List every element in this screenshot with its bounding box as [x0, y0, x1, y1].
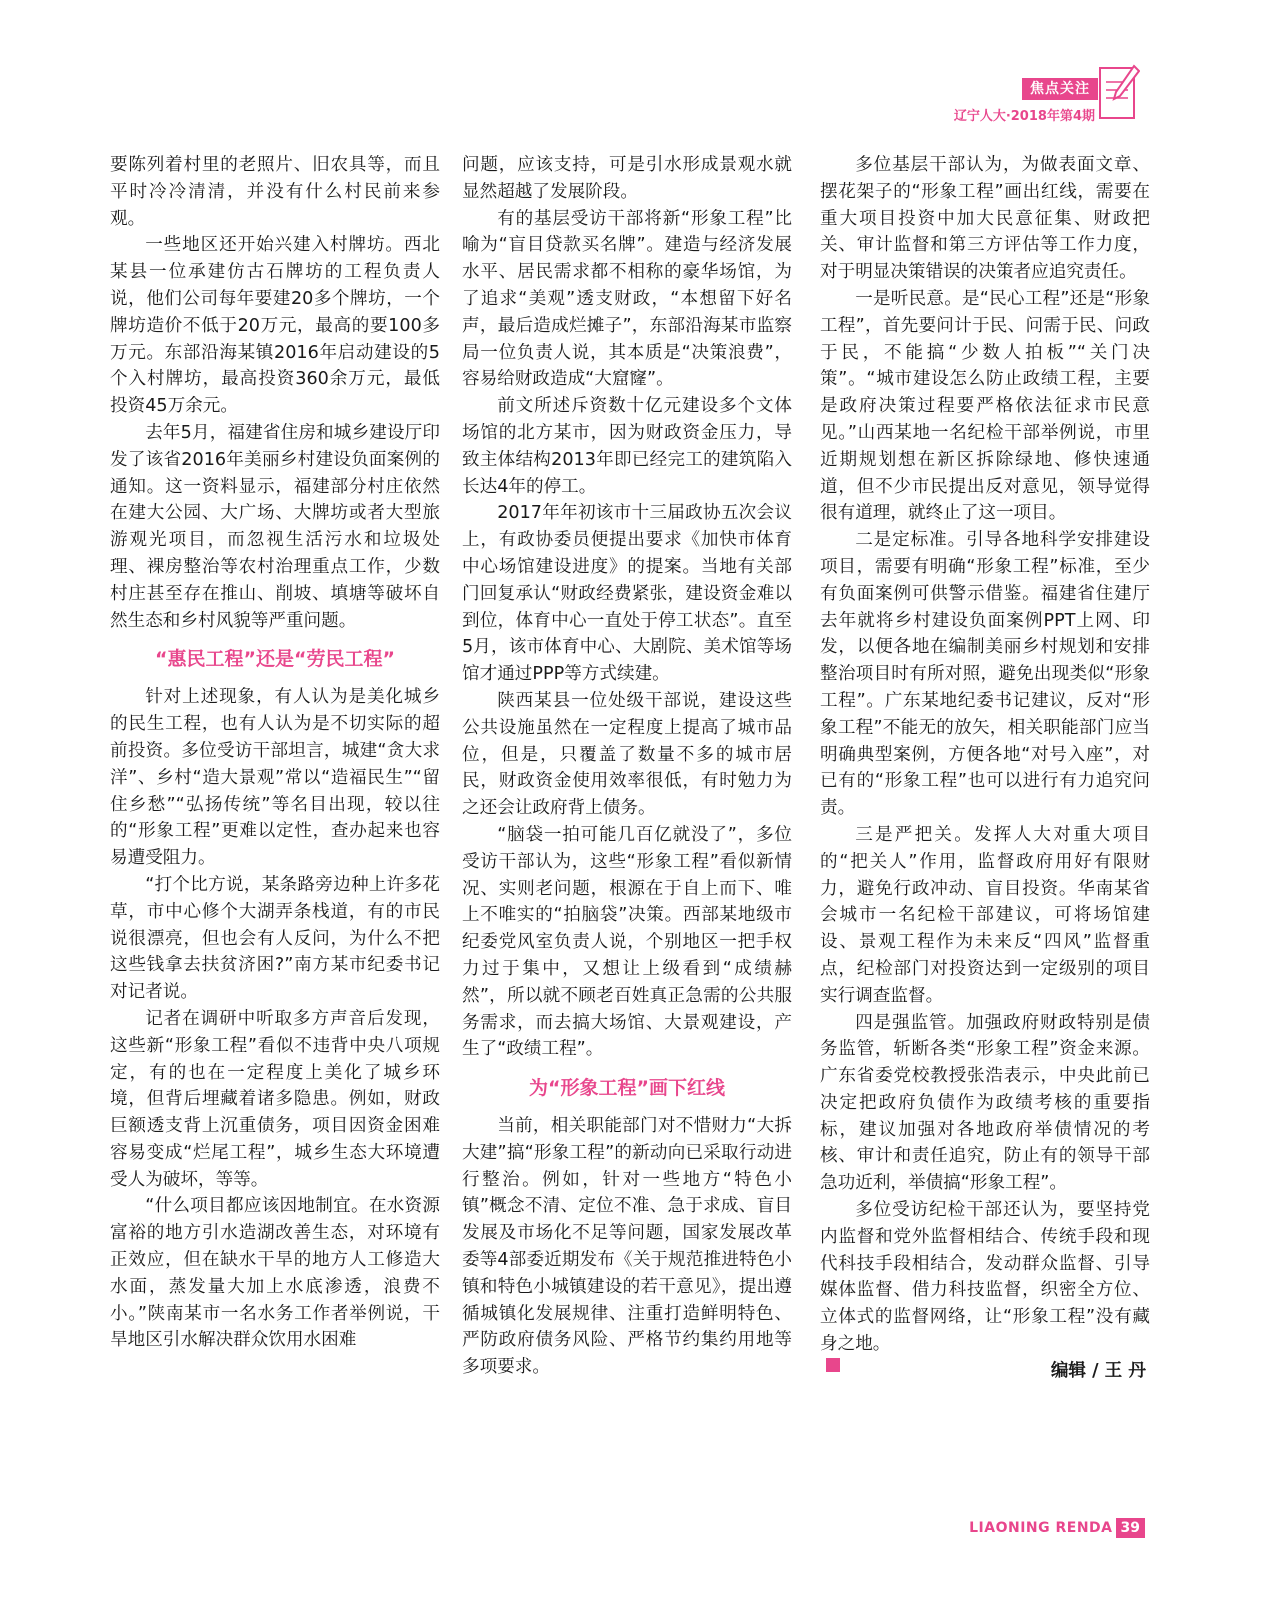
article-column-2 — [462, 152, 792, 1381]
paragraph: 2017年年初该市十三届政协五次会议上，有政协委员便提出要求《加快市体育中心场馆建设进度》的提案。当地有关部门回复承认“财政经费紧张，建设资金难以到位，体育中心一直处于停工状态”。直至5月，该市体育中心、大剧院、美术馆等场馆才通过PPP等方式续建。 — [462, 503, 792, 685]
paragraph: 针对上述现象，有人认为是美化城乡的民生工程，也有人认为是不切实际的超前投资。多位受访干部坦言，城建“贪大求洋”、乡村“造大景观”常以“造福民生”“留住乡愁”“弘扬传统”等名目出现，较以往的“形象工程”更难以定性，查办起来也容易遭受阻力。 — [110, 687, 440, 869]
paragraph: 问题，应该支持，可是引水形成景观水就显然超越了发展阶段。 — [462, 155, 792, 202]
paragraph: 前文所述斥资数十亿元建设多个文体场馆的北方某市，因为财政资金压力，导致主体结构2013年即已经完工的建筑陷入长达4年的停工。 — [462, 396, 792, 497]
paragraph: 去年5月，福建省住房和城乡建设厅印发了该省2016年美丽乡村建设负面案例的通知。这一资料显示，福建部分村庄依然在建大公园、大广场、大牌坊或者大型旅游观光项目，而忽视生活污水和垃圾处理、裸房整治等农村治理重点工作，少数村庄甚至存在推山、削坡、填塘等破坏自然生态和乡村风貌等严重问题。 — [110, 422, 440, 631]
paragraph: 陕西某县一位处级干部说，建设这些公共设施虽然在一定程度上提高了城市品位，但是，只覆盖了数量不多的城市居民，财政资金使用效率很低，有时勉力为之还会让政府背上债务。 — [462, 690, 792, 819]
paragraph: 多位受访纪检干部还认为，要坚持党内监督和党外监督相结合、传统手段和现代科技手段相结合，发动群众监督、引导媒体监督、借力科技监督，织密全方位、立体式的监督网络，让“形象工程”没有藏身之地。 — [820, 1200, 1150, 1355]
paragraph: 四是强监管。加强政府财政特别是债务监管，斩断各类“形象工程”资金来源。广东省委党校教授张浩表示，中央此前已决定把政府负债作为政绩考核的重要指标，建议加强对各地政府举债情况的考核、审计和责任追究，防止有的领导干部急功近利，举债搞“形象工程”。 — [820, 1012, 1150, 1194]
publication-line: 辽宁人大·2018年第4期 — [953, 109, 1095, 124]
paragraph: 三是严把关。发挥人大对重大项目的“把关人”作用，监督政府用好有限财力，避免行政冲动、盲目投资。华南某省会城市一名纪检干部建议，可将场馆建设、景观工程作为未来反“四风”监督重点，纪检部门对投资达到一定级别的项目实行调查监督。 — [820, 824, 1150, 1006]
paragraph: 记者在调研中听取多方声音后发现，这些新“形象工程”看似不违背中央八项规定，有的也在一定程度上美化了城乡环境，但背后埋藏着诸多隐患。例如，财政巨额透支背上沉重债务，项目因资金困难容易变成“烂尾工程”，城乡生态大环境遭受人为破坏，等等。 — [110, 1008, 440, 1190]
footer-brand: LIAONING RENDA — [969, 1520, 1113, 1536]
paragraph: “打个比方说，某条路旁边种上许多花草，市中心修个大湖弄条栈道，有的市民说很漂亮，但也会有人反问，为什么不把这些钱拿去扶贫济困?”南方某市纪委书记对记者说。 — [110, 874, 440, 1003]
paragraph: 一些地区还开始兴建入村牌坊。西北某县一位承建仿古石牌坊的工程负责人说，他们公司每年要建20多个牌坊，一个牌坊造价不低于20万元，最高的要100多万元。东部沿海某镇2016年启动建设的5个入村牌坊，最高投资360余万元，最低投资45万余元。 — [110, 235, 440, 417]
page-footer — [950, 1518, 1145, 1538]
article-column-3 — [820, 152, 1150, 1385]
pencil-icon — [1098, 62, 1140, 124]
page-number: 39 — [1116, 1518, 1145, 1538]
paragraph: 多位基层干部认为，为做表面文章、摆花架子的“形象工程”画出红线，需要在重大项目投资中加大民意征集、财政把关、审计监督和第三方评估等工作力度，对于明显决策错误的决策者应追究责任。 — [820, 155, 1150, 283]
end-mark-icon — [826, 1358, 840, 1372]
paragraph: 二是定标准。引导各地科学安排建设项目，需要有明确“形象工程”标准，至少有负面案例可供警示借鉴。福建省住建厅去年就将乡村建设负面案例PPT上网、印发，以便各地在编制美丽乡村规划和安排整治项目时有所对照，避免出现类似“形象工程”。广东某地纪委书记建议，反对“形象工程”不能无的放矢，相关职能部门应当明确典型案例，方便各地“对号入座”，对已有的“形象工程”也可以进行有力追究问责。 — [820, 530, 1150, 819]
paragraph: “脑袋一拍可能几百亿就没了”，多位受访干部认为，这些“形象工程”看似新情况、实则老问题，根源在于自上而下、唯上不唯实的“拍脑袋”决策。西部某地级市纪委党风室负责人说，个别地区一把手权力过于集中，又想让上级看到“成绩赫然”，所以就不顾老百姓真正急需的公共服务需求，而去搞大场馆、大景观建设，产生了“政绩工程”。 — [462, 824, 792, 1060]
section-heading: “惠民工程”还是“劳民工程” — [155, 648, 395, 671]
editor-credit: 编辑 / 王 丹 — [1050, 1360, 1146, 1381]
editor-line — [820, 1358, 1150, 1385]
paragraph: 当前，相关职能部门对不惜财力“大拆大建”搞“形象工程”的新动向已采取行动进行整治。例如，针对一些地方“特色小镇”概念不清、定位不准、急于求成、盲目发展及市场化不足等问题，国家发展改革委等4部委近期发布《关于规范推进特色小镇和特色小城镇建设的若干意见》，提出遵循城镇化发展规律、注重打造鲜明特色、严防政府债务风险、严格节约集约用地等多项要求。 — [462, 1116, 792, 1378]
section-heading: 为“形象工程”画下红线 — [529, 1077, 725, 1100]
paragraph: 一是听民意。是“民心工程”还是“形象工程”，首先要问计于民、问需于民、问政于民，不能搞“少数人拍板”“关门决策”。“城市建设怎么防止政绩工程，主要是政府决策过程要严格依法征求市民意见。”山西某地一名纪检干部举例说，市里近期规划想在新区拆除绿地、修快速通道，但不少市民提出反对意见，领导觉得很有道理，就终止了这一项目。 — [820, 288, 1150, 524]
paragraph: 要陈列着村里的老照片、旧农具等，而且平时冷冷清清，并没有什么村民前来参观。 — [110, 155, 440, 229]
paragraph: “什么项目都应该因地制宜。在水资源富裕的地方引水造湖改善生态，对环境有正效应，但在缺水干旱的地方人工修造大水面，蒸发量大加上水底渗透，浪费不小。”陕南某市一名水务工作者举例说，干旱地区引水解决群众饮用水困难 — [110, 1196, 440, 1351]
article-column-1 — [110, 152, 440, 1354]
section-tag: 焦点关注 — [1022, 78, 1098, 100]
paragraph: 有的基层受访干部将新“形象工程”比喻为“盲目贷款买名牌”。建造与经济发展水平、居民需求都不相称的豪华场馆，为了追求“美观”透支财政，“本想留下好名声，最后造成烂摊子”，东部沿海某市监察局一位负责人说，其本质是“决策浪费”，容易给财政造成“大窟窿”。 — [462, 208, 792, 390]
